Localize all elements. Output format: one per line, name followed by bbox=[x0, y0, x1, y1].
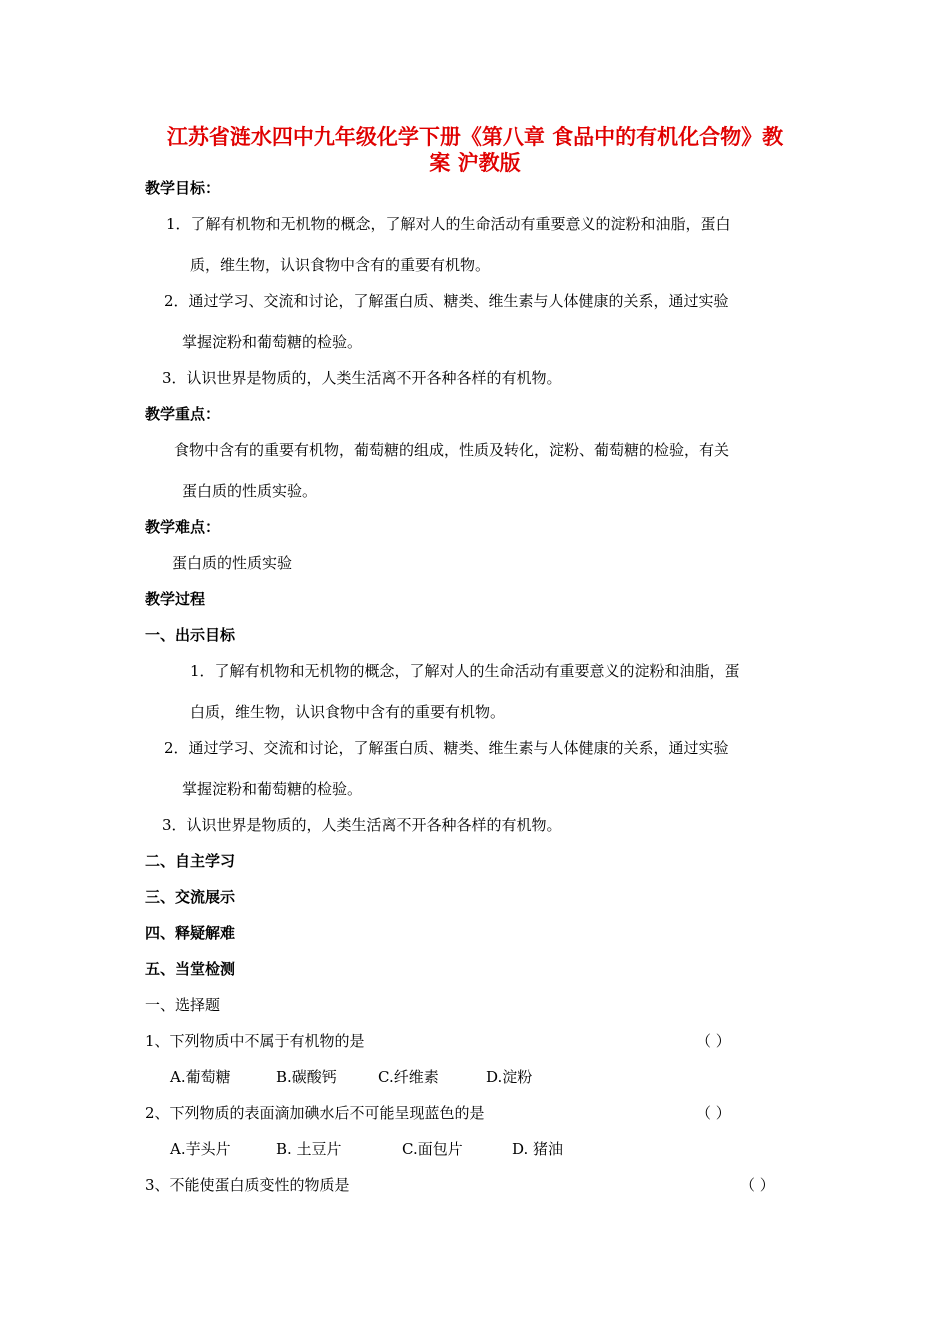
process-heading: 教学过程 bbox=[145, 590, 206, 608]
document-title-line2: 案 沪教版 bbox=[429, 151, 521, 175]
process-step-2: 二、自主学习 bbox=[145, 852, 236, 870]
process-objective-1-line1: 1．了解有机物和无机物的概念，了解对人的生命活动有重要意义的淀粉和油脂，蛋 bbox=[190, 662, 740, 680]
objective-2-line2: 掌握淀粉和葡萄糖的检验。 bbox=[182, 333, 363, 351]
process-objective-3: 3．认识世界是物质的，人类生活离不开各种各样的有机物。 bbox=[162, 816, 562, 834]
question-3-text: 3、不能使蛋白质变性的物质是 bbox=[145, 1176, 350, 1194]
question-2-option-b: B. 土豆片 bbox=[276, 1140, 342, 1158]
objective-2-line1: 2．通过学习、交流和讨论，了解蛋白质、糖类、维生素与人体健康的关系，通过实验 bbox=[164, 292, 729, 310]
question-2-text: 2、下列物质的表面滴加碘水后不可能呈现蓝色的是 bbox=[145, 1104, 485, 1122]
objectives-heading: 教学目标： bbox=[145, 179, 221, 197]
key-points-line2: 蛋白质的性质实验。 bbox=[182, 482, 318, 500]
quiz-section-title: 一、选择题 bbox=[145, 996, 221, 1014]
document-title-line1: 江苏省涟水四中九年级化学下册《第八章 食品中的有机化合物》教 bbox=[166, 125, 784, 149]
difficulties-heading: 教学难点： bbox=[145, 518, 221, 536]
question-1-answer-blank: （ ） bbox=[696, 1032, 731, 1050]
objective-1-line2: 质，维生物，认识食物中含有的重要有机物。 bbox=[190, 256, 491, 274]
question-2-option-a: A.芋头片 bbox=[170, 1140, 231, 1158]
question-2-option-d: D. 猪油 bbox=[512, 1140, 564, 1158]
question-1-option-a: A.葡萄糖 bbox=[170, 1068, 231, 1086]
objective-1-line1: 1．了解有机物和无机物的概念，了解对人的生命活动有重要意义的淀粉和油脂，蛋白 bbox=[166, 215, 731, 233]
question-2-option-c: C.面包片 bbox=[402, 1140, 463, 1158]
process-step-1: 一、出示目标 bbox=[145, 626, 236, 644]
objective-3: 3．认识世界是物质的，人类生活离不开各种各样的有机物。 bbox=[162, 369, 562, 387]
process-step-5: 五、当堂检测 bbox=[145, 960, 236, 978]
key-points-heading: 教学重点： bbox=[145, 405, 221, 423]
process-objective-1-line2: 白质，维生物，认识食物中含有的重要有机物。 bbox=[190, 703, 506, 721]
process-step-3: 三、交流展示 bbox=[145, 888, 236, 906]
question-1-option-b: B.碳酸钙 bbox=[276, 1068, 337, 1086]
question-3-answer-blank: （ ） bbox=[740, 1176, 775, 1194]
question-1-option-c: C.纤维素 bbox=[378, 1068, 439, 1086]
difficulties-line1: 蛋白质的性质实验 bbox=[172, 554, 293, 572]
question-1-text: 1、下列物质中不属于有机物的是 bbox=[145, 1032, 365, 1050]
question-2-answer-blank: （ ） bbox=[696, 1104, 731, 1122]
process-objective-2-line2: 掌握淀粉和葡萄糖的检验。 bbox=[182, 780, 363, 798]
process-step-4: 四、释疑解难 bbox=[145, 924, 236, 942]
process-objective-2-line1: 2．通过学习、交流和讨论，了解蛋白质、糖类、维生素与人体健康的关系，通过实验 bbox=[164, 739, 729, 757]
key-points-line1: 食物中含有的重要有机物，葡萄糖的组成，性质及转化，淀粉、葡萄糖的检验，有关 bbox=[174, 441, 730, 459]
question-1-option-d: D.淀粉 bbox=[486, 1068, 533, 1086]
